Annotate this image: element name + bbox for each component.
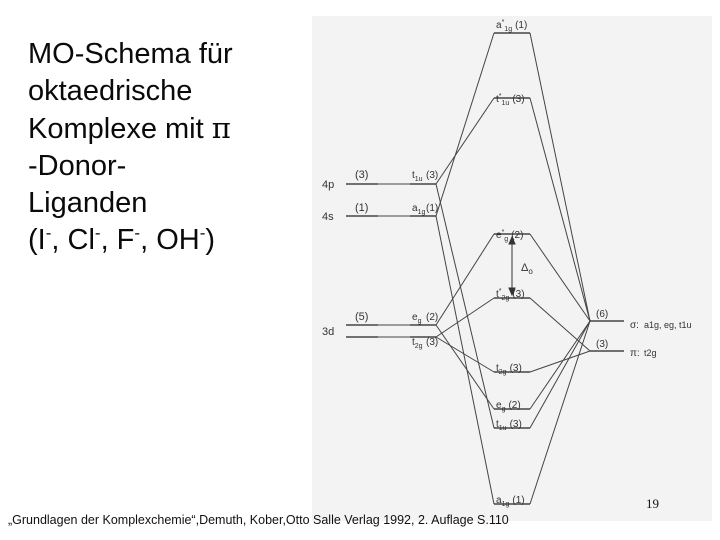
deg-eg: (2) bbox=[426, 312, 439, 323]
ligand-chloride: , Cl bbox=[51, 224, 95, 256]
charge-sup: - bbox=[94, 223, 101, 243]
title-line-3-text: Komplexe mit bbox=[28, 113, 212, 145]
mo-label-t1u-star: $t^*_{1u}$ (3) bbox=[496, 93, 525, 107]
mo-label-t2g-star: $t^*_{2g}$ (3) bbox=[496, 288, 525, 302]
deg-4p: (3) bbox=[355, 169, 369, 181]
title-close-paren: ) bbox=[205, 224, 216, 256]
pi-terms: t2g bbox=[644, 348, 657, 358]
deg-t1u: (3) bbox=[426, 170, 439, 181]
mo-label-t2g: $t_{2g}$ (3) bbox=[496, 363, 522, 376]
title-line-4: -Donor- bbox=[28, 150, 127, 182]
sym-t1u: $t_{1u}$ bbox=[412, 170, 423, 183]
title-line-1: MO-Schema für bbox=[28, 38, 233, 70]
pi-label: π: bbox=[630, 348, 640, 359]
page-number: 19 bbox=[646, 496, 659, 511]
deg-ligand-sigma: (6) bbox=[596, 309, 609, 320]
deg-t2g: (3) bbox=[426, 337, 439, 348]
sigma-label: σ: bbox=[630, 320, 639, 331]
mo-label-a1g-star: $a^*_{1g}$ (1) bbox=[496, 19, 528, 33]
mo-label-eg-star: $e^*_g$ (2) bbox=[496, 229, 524, 243]
title-line-3 bbox=[28, 110, 308, 148]
ligand-hydroxide: , OH bbox=[140, 224, 200, 256]
deg-a1g: (1) bbox=[426, 203, 439, 214]
slide-title bbox=[28, 36, 308, 259]
label-3d: 3d bbox=[322, 326, 335, 338]
sigma-terms: a1g, eg, t1u bbox=[644, 320, 692, 330]
delta-o-label: $\Delta_o$ bbox=[521, 262, 533, 276]
mo-label-eg: $e_g$ (2) bbox=[496, 400, 521, 413]
title-line-2: oktaedrische bbox=[28, 75, 193, 107]
source-citation: „Grundlagen der Komplexchemie“,Demuth, Kober,Otto Salle Verlag 1992, 2. Auflage S.110 bbox=[8, 513, 509, 527]
title-line-6 bbox=[28, 222, 308, 259]
deg-ligand-pi: (3) bbox=[596, 339, 609, 350]
mo-label-a1g: $a_{1g}$ (1) bbox=[496, 495, 525, 508]
deg-3d: (5) bbox=[355, 311, 369, 323]
charge-sup: - bbox=[134, 223, 141, 243]
pi-symbol: π bbox=[211, 111, 231, 145]
sym-eg: $e_g$ bbox=[412, 312, 422, 325]
ligand-iodide: (I bbox=[28, 224, 46, 256]
label-4s: 4s bbox=[322, 211, 334, 223]
sym-t2g: $t_{2g}$ bbox=[412, 337, 423, 350]
title-line-5: Liganden bbox=[28, 187, 148, 219]
charge-sup: - bbox=[199, 223, 206, 243]
ligand-fluoride: , F bbox=[100, 224, 135, 256]
mo-label-t1u: $t_{1u}$ (3) bbox=[496, 419, 522, 432]
deg-4s: (1) bbox=[355, 202, 369, 214]
label-4p: 4p bbox=[322, 179, 335, 191]
mo-diagram bbox=[312, 16, 712, 521]
sym-a1g: $a_{1g}$ bbox=[412, 203, 426, 216]
charge-sup: - bbox=[45, 223, 52, 243]
